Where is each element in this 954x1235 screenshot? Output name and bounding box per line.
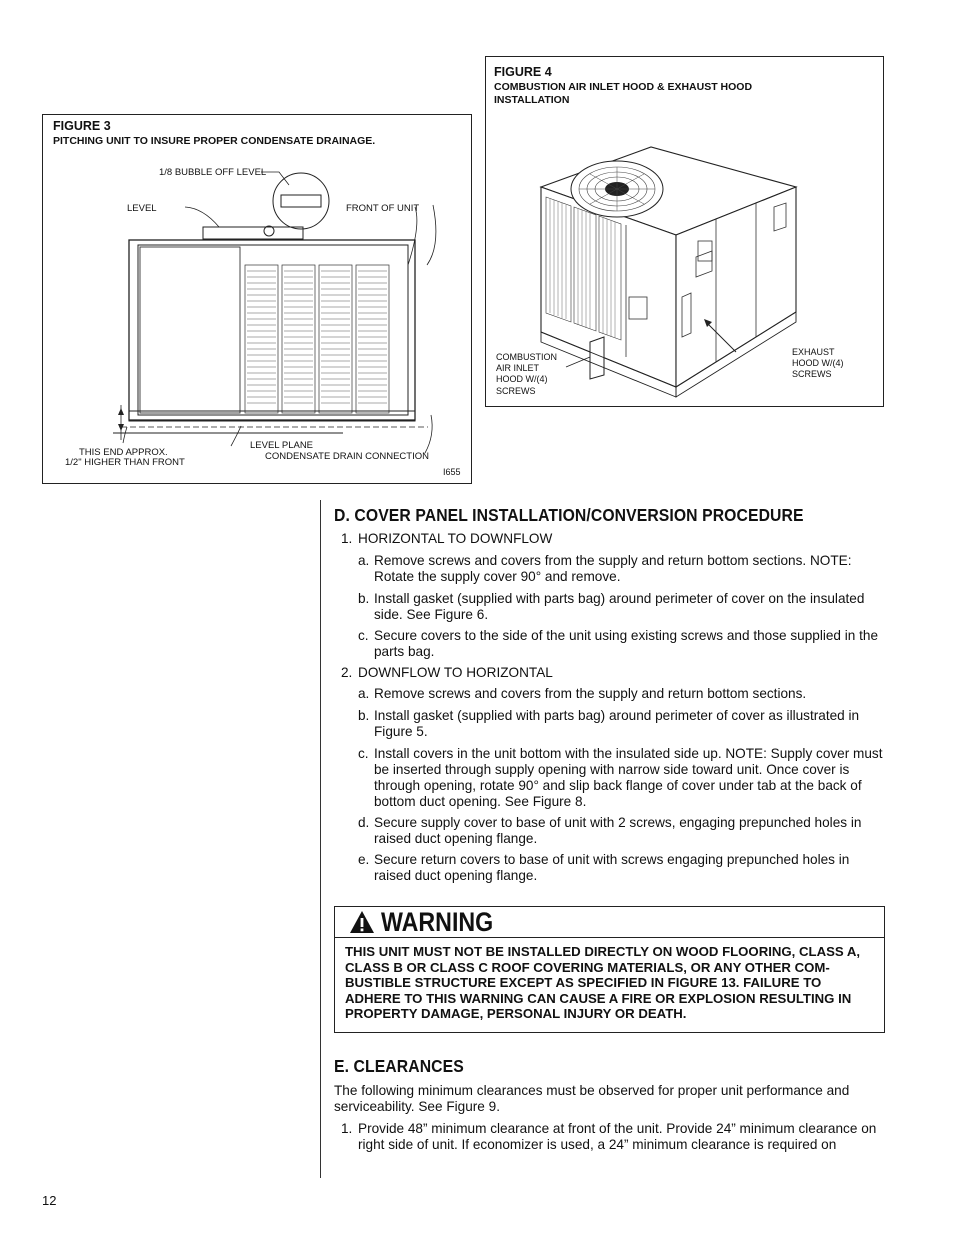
item-2a-text: Remove screws and covers from the supply and return bottom sections. [374, 686, 807, 701]
section-e-intro: The following minimum clearances must be observed for proper unit performance and serviceability. See Figure 9. [334, 1083, 850, 1114]
item-2b-marker: b. [358, 708, 370, 723]
item-1c-text: Secure covers to the side of the unit using existing screws and those supplied in the parts bag. [374, 628, 879, 659]
section-e-item-1 [341, 1121, 881, 1153]
figure-4-title: FIGURE 4 [494, 65, 552, 79]
section-d-item-1b [358, 591, 882, 623]
figure-3-caption: PITCHING UNIT TO INSURE PROPER CONDENSATE DRAINAGE. [53, 135, 376, 147]
item-1a-text: Remove screws and covers from the supply and return bottom sections. NOTE: Rotate the supply cover 90° and remove. [374, 553, 852, 584]
section-e-item-1-marker: 1. [341, 1121, 353, 1136]
item-1c-marker: c. [358, 628, 369, 643]
section-e-item-1-text: Provide 48” minimum clearance at front of the unit. Provide 24” minimum clearance on right side of unit. If economizer is used, a 24” minimum clearance is required on [358, 1121, 877, 1152]
section-d-item-2c [358, 746, 884, 810]
fig3-label-plane: LEVEL PLANE [250, 440, 314, 451]
fig4-label-inlet-1: COMBUSTION [496, 352, 558, 362]
section-d-item-2 [341, 665, 881, 681]
figure-4-diagram [486, 57, 883, 406]
item-1a-marker: a. [358, 553, 370, 568]
section-e-heading: E. CLEARANCES [334, 1056, 464, 1076]
fig3-label-bubble: 1/8 BUBBLE OFF LEVEL [159, 167, 267, 178]
section-d-item-2b [358, 708, 882, 740]
section-d-item-2e [358, 852, 882, 884]
item-2e-text: Secure return covers to base of unit with screws engaging prepunched holes in raised duct opening flange. [374, 852, 850, 883]
item-2b-text: Install gasket (supplied with parts bag) around perimeter of cover as illustrated in Figure 5. [374, 708, 860, 739]
item-2c-text: Install covers in the unit bottom with the insulated side up. NOTE: Supply cover must be inserted through supply opening with narrow side toward unit. Once cover is through opening, rotate 90° and slip back flange of cover under tab at the back of bottom duct opening. See Figure 8. [374, 746, 883, 809]
fig4-label-exhaust-3: SCREWS [792, 369, 832, 379]
fig3-label-end-2: 1/2" HIGHER THAN FRONT [65, 457, 185, 468]
section-d-item-2d [358, 815, 882, 847]
page-number: 12 [42, 1193, 57, 1208]
fig3-label-drain: CONDENSATE DRAIN CONNECTION [265, 451, 429, 462]
figure-4-caption-line-2: INSTALLATION [494, 94, 570, 106]
figure-3-title: FIGURE 3 [53, 119, 111, 133]
figure-4-caption-line-1: COMBUSTION AIR INLET HOOD & EXHAUST HOOD [494, 81, 753, 93]
warning-title-row [335, 907, 884, 938]
warning-body: THIS UNIT MUST NOT BE INSTALLED DIRECTLY ON WOOD FLOORING, CLASS A, CLASS B OR CLASS C ROOF COVERING MATERIALS, OR ANY OTHER COM- BUSTIBLE STRUCTURE EXCEPT AS SPECIFIED IN FIGURE 13. FAILURE TO ADHERE TO THIS WARNING CAN CAUSE A FIRE OR EXPLOSION RESULTING IN PROPERTY DAMAGE, PERSONAL INJURY OR DEATH. [345, 944, 861, 1022]
fig3-label-level: LEVEL [127, 203, 157, 214]
item-2c-marker: c. [358, 746, 369, 761]
item-2-label: DOWNFLOW TO HORIZONTAL [358, 665, 553, 680]
item-1-marker: 1. [341, 531, 353, 546]
fig3-label-front: FRONT OF UNIT [346, 203, 420, 214]
item-1b-text: Install gasket (supplied with parts bag) around perimeter of cover on the insulated side. See Figure 6. [374, 591, 865, 622]
section-d-item-1 [341, 531, 881, 547]
item-2-marker: 2. [341, 665, 353, 680]
warning-triangle-icon [349, 910, 375, 934]
figure-4-box [485, 56, 884, 407]
warning-title: WARNING [381, 907, 494, 937]
section-d-heading: D. COVER PANEL INSTALLATION/CONVERSION PROCEDURE [334, 505, 804, 525]
item-2a-marker: a. [358, 686, 370, 701]
section-d-item-1c [358, 628, 882, 660]
column-divider [320, 500, 321, 1178]
fig3-label-code: I655 [443, 467, 461, 477]
warning-box [334, 906, 885, 1033]
fig4-label-exhaust-2: HOOD W/(4) [792, 358, 844, 368]
section-d-item-1a [358, 553, 882, 585]
figure-3-box [42, 114, 472, 484]
fig4-label-exhaust-1: EXHAUST [792, 347, 835, 357]
fig3-label-end-1: THIS END APPROX. [79, 447, 168, 458]
section-d-item-2a [358, 686, 882, 702]
figure-3-diagram [43, 115, 471, 483]
item-2e-marker: e. [358, 852, 370, 867]
fig4-label-inlet-4: SCREWS [496, 386, 536, 396]
fig4-label-inlet-2: AIR INLET [496, 363, 540, 373]
item-1b-marker: b. [358, 591, 370, 606]
fig4-label-inlet-3: HOOD W/(4) [496, 374, 548, 384]
item-1-label: HORIZONTAL TO DOWNFLOW [358, 531, 553, 546]
item-2d-marker: d. [358, 815, 370, 830]
item-2d-text: Secure supply cover to base of unit with 2 screws, engaging prepunched holes in raised duct opening flange. [374, 815, 862, 846]
